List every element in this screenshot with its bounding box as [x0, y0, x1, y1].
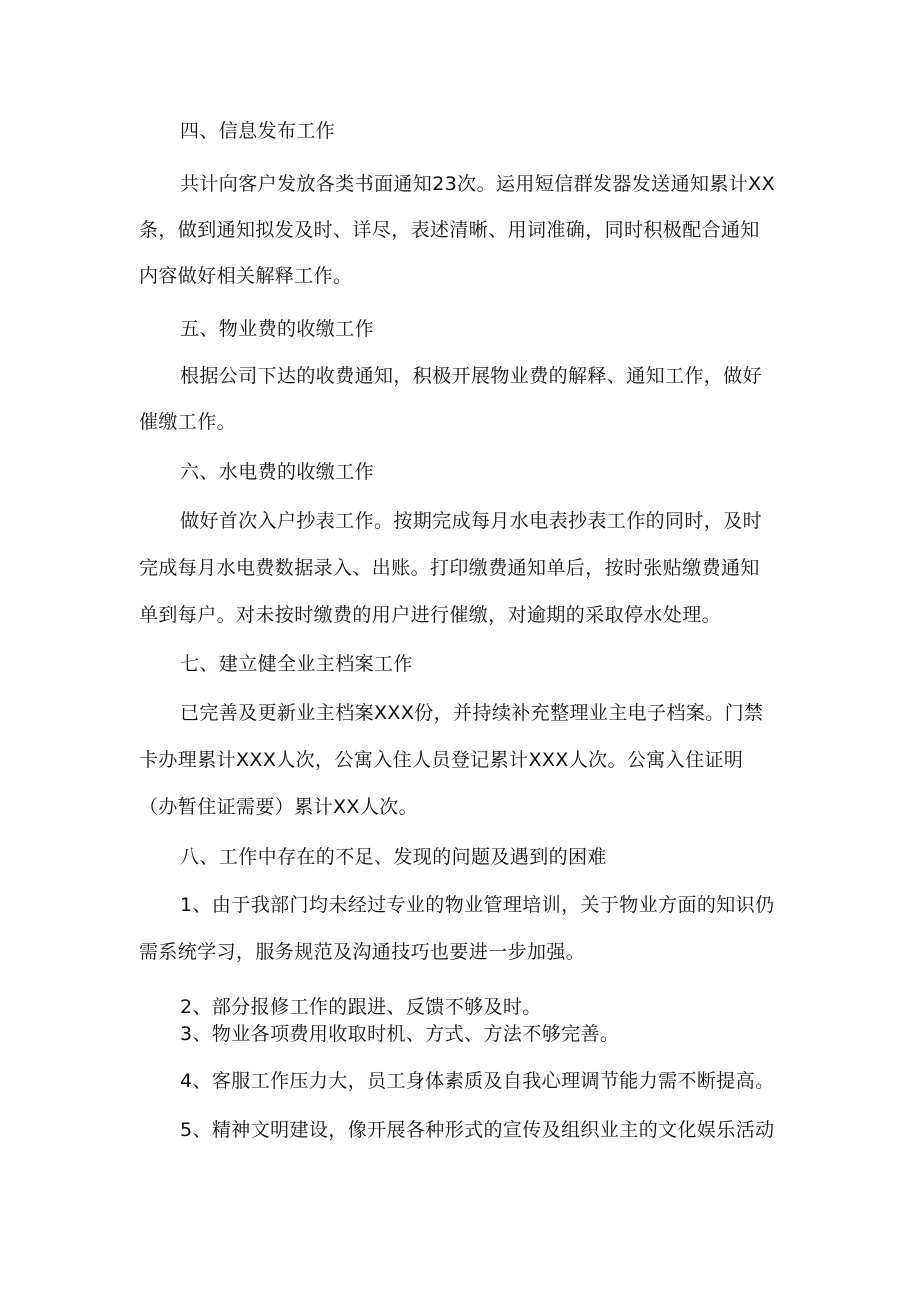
list-item: 2、部分报修工作的跟进、反馈不够及时。: [180, 996, 542, 1018]
paragraph-line: 条，做到通知拟发及时、详尽，表述清晰、用词准确，同时积极配合通知: [139, 219, 760, 241]
paragraph-line: 完成每月水电费数据录入、出账。打印缴费通知单后，按时张贴缴费通知: [139, 557, 760, 579]
paragraph-line: （办暂住证需要）累计XX人次。: [139, 796, 419, 818]
list-item: 1、由于我部门均未经过专业的物业管理培训，关于物业方面的知识仍: [180, 894, 775, 916]
paragraph-line: 共计向客户发放各类书面通知23次。运用短信群发器发送通知累计XX: [180, 173, 776, 195]
section-heading-4: 四、信息发布工作: [180, 120, 336, 142]
section-heading-7: 七、建立健全业主档案工作: [180, 653, 413, 675]
section-heading-8: 八、工作中存在的不足、发现的问题及遇到的困难: [180, 846, 607, 868]
paragraph-line: 内容做好相关解释工作。: [139, 265, 353, 287]
list-item: 4、客服工作压力大，员工身体素质及自我心理调节能力需不断提高。: [180, 1070, 775, 1092]
paragraph-line: 需系统学习，服务规范及沟通技巧也要进一步加强。: [139, 941, 586, 963]
paragraph-line: 根据公司下达的收费通知，积极开展物业费的解释、通知工作，做好: [180, 365, 763, 387]
paragraph-line: 已完善及更新业主档案XXX份，并持续补充整理业主电子档案。门禁: [180, 702, 764, 724]
list-item: 5、精神文明建设，像开展各种形式的宣传及组织业主的文化娱乐活动: [180, 1119, 775, 1141]
section-heading-5: 五、物业费的收缴工作: [180, 318, 375, 340]
paragraph-line: 催缴工作。: [139, 411, 237, 433]
paragraph-line: 卡办理累计XXX人次，公寓入住人员登记累计XXX人次。公寓入住证明: [139, 749, 744, 771]
paragraph-line: 单到每户。对未按时缴费的用户进行催缴，对逾期的采取停水处理。: [139, 604, 722, 626]
list-item: 3、物业各项费用收取时机、方式、方法不够完善。: [180, 1023, 620, 1045]
section-heading-6: 六、水电费的收缴工作: [180, 461, 375, 483]
paragraph-line: 做好首次入户抄表工作。按期完成每月水电表抄表工作的同时，及时: [180, 510, 763, 532]
